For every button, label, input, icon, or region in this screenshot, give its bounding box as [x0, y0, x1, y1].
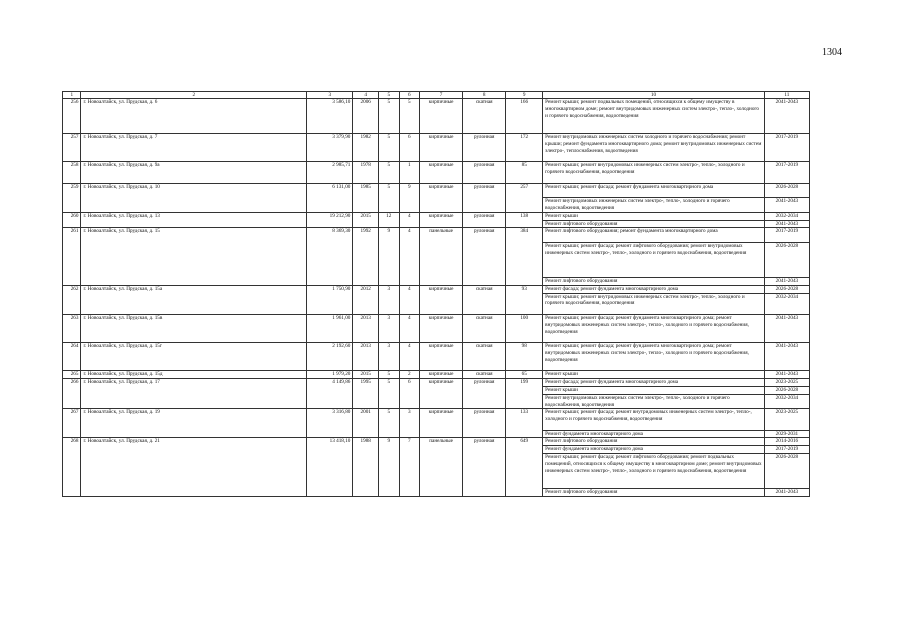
repair-works: Ремонт лифтового оборудования	[543, 438, 765, 446]
roof-type: рулонная	[463, 212, 506, 228]
column-header: 9	[506, 92, 543, 99]
build-year: 2015	[353, 212, 379, 228]
table-row	[63, 314, 810, 342]
table-body	[63, 99, 810, 497]
floors-count: 5	[379, 371, 400, 379]
floors-count: 5	[379, 183, 400, 212]
floors-count: 5	[379, 409, 400, 438]
repair-period: 2041-2043	[764, 343, 809, 371]
capital-repair-table-wrapper	[62, 91, 810, 497]
wall-material: кирпичные	[420, 134, 463, 162]
entrances-count: 9	[399, 183, 420, 212]
building-address: г. Новоалтайск, ул. Прудская, д. 15в	[81, 314, 307, 342]
table-row	[63, 183, 810, 198]
entrances-count: 7	[399, 438, 420, 496]
floors-count: 9	[379, 228, 400, 285]
repair-period: 2023-2025	[764, 409, 809, 430]
repair-works: Ремонт крыши; ремонт фасада; ремонт лифтового оборудования; ремонт внутридомовых инженерных систем электро-, тепло-, холодного и горячего водоснабжения, водоотведения	[543, 242, 765, 277]
building-address: г. Новоалтайск, ул. Прудская, д. 15г	[81, 343, 307, 371]
table-row	[63, 371, 810, 379]
total-area: 2 192,60	[307, 343, 353, 371]
repair-period: 2026-2028	[764, 454, 809, 489]
roof-type: рулонная	[463, 183, 506, 212]
residents-count: 138	[506, 212, 543, 228]
repair-period: 2026-2028	[764, 183, 809, 198]
table-row	[63, 212, 810, 220]
repair-period: 2023-2025	[764, 379, 809, 387]
repair-period: 2041-2043	[764, 277, 809, 285]
entrances-count: 3	[399, 409, 420, 438]
residents-count: 257	[506, 183, 543, 212]
repair-works: Ремонт фундамента многоквартирного дома	[543, 446, 765, 454]
entrances-count: 4	[399, 228, 420, 285]
row-number: 256	[63, 99, 81, 134]
table-row	[63, 379, 810, 387]
wall-material: кирпичные	[420, 371, 463, 379]
repair-period: 2026-2028	[764, 386, 809, 394]
repair-works: Ремонт крыши; ремонт фасада; ремонт лифтового оборудования; ремонт подвальных помещений, относящихся к общему имуществу в многоквартирном доме; ремонт внутридомовых инженерных систем электро-, тепло-, холодного и горячего водоснабжения, водоотведения	[543, 454, 765, 489]
repair-works: Ремонт крыши; ремонт внутридомовых инженерных систем электро-, тепло-, холодного и горячего водоснабжения, водоотведения	[543, 293, 765, 314]
residents-count: 133	[506, 409, 543, 438]
row-number: 261	[63, 228, 81, 285]
build-year: 2006	[353, 99, 379, 134]
column-header: 11	[764, 92, 809, 99]
roof-type: рулонная	[463, 379, 506, 409]
total-area: 8 369,30	[307, 228, 353, 285]
build-year: 2013	[353, 314, 379, 342]
total-area: 3 379,90	[307, 134, 353, 162]
residents-count: 199	[506, 379, 543, 409]
table-row	[63, 134, 810, 162]
row-number: 266	[63, 379, 81, 409]
column-header: 1	[63, 92, 81, 99]
repair-works: Ремонт фундамента многоквартирного дома	[543, 430, 765, 438]
roof-type: скатная	[463, 371, 506, 379]
repair-works: Ремонт внутридомовых инженерных систем электро-, тепло-, холодного и горячего водоснабжения, водоотведения	[543, 198, 765, 213]
row-number: 267	[63, 409, 81, 438]
residents-count: 65	[506, 371, 543, 379]
repair-period: 2017-2019	[764, 162, 809, 183]
repair-period: 2032-2034	[764, 293, 809, 314]
wall-material: кирпичные	[420, 379, 463, 409]
floors-count: 5	[379, 99, 400, 134]
table-row	[63, 285, 810, 293]
table-row	[63, 99, 810, 134]
row-number: 259	[63, 183, 81, 212]
building-address: г. Новоалтайск, ул. Прудская, д. 21	[81, 438, 307, 496]
row-number: 260	[63, 212, 81, 228]
repair-works: Ремонт крыши	[543, 212, 765, 220]
entrances-count: 4	[399, 212, 420, 228]
residents-count: 384	[506, 228, 543, 285]
repair-works: Ремонт лифтового оборудования; ремонт фундамента многоквартирного дома	[543, 228, 765, 243]
row-number: 257	[63, 134, 81, 162]
column-number-row	[63, 92, 810, 99]
total-area: 2 985,71	[307, 162, 353, 183]
roof-type: рулонная	[463, 228, 506, 285]
repair-works: Ремонт крыши; ремонт фасада; ремонт внутридомовых инженерных систем электро-, тепло-, холодного и горячего водоснабжения, водоотведения	[543, 409, 765, 430]
wall-material: кирпичные	[420, 183, 463, 212]
build-year: 2013	[353, 343, 379, 371]
table-row	[63, 228, 810, 243]
entrances-count: 4	[399, 314, 420, 342]
entrances-count: 4	[399, 285, 420, 314]
column-header: 10	[543, 92, 765, 99]
floors-count: 5	[379, 379, 400, 409]
total-area: 1 961,00	[307, 314, 353, 342]
roof-type: рулонная	[463, 162, 506, 183]
capital-repair-table	[62, 91, 810, 497]
building-address: г. Новоалтайск, ул. Прудская, д. 10	[81, 183, 307, 212]
column-header: 4	[353, 92, 379, 99]
entrances-count: 6	[399, 134, 420, 162]
floors-count: 5	[379, 134, 400, 162]
column-header: 3	[307, 92, 353, 99]
building-address: г. Новоалтайск, ул. Прудская, д. 19	[81, 409, 307, 438]
repair-works: Ремонт крыши; ремонт фасада; ремонт фундамента многоквартирного дома; ремонт внутридомовых инженерных систем электро-, тепло-, холодного и горячего водоснабжения, водоотведения	[543, 343, 765, 371]
entrances-count: 2	[399, 371, 420, 379]
table-row	[63, 162, 810, 183]
wall-material: кирпичные	[420, 314, 463, 342]
repair-period: 2026-2028	[764, 242, 809, 277]
total-area: 1 750,90	[307, 285, 353, 314]
repair-works: Ремонт лифтового оборудования	[543, 489, 765, 497]
building-address: г. Новоалтайск, ул. Прудская, д. 7	[81, 134, 307, 162]
repair-works: Ремонт фасада; ремонт фундамента многоквартирного дома	[543, 285, 765, 293]
building-address: г. Новоалтайск, ул. Прудская, д. 17	[81, 379, 307, 409]
entrances-count: 6	[399, 379, 420, 409]
building-address: г. Новоалтайск, ул. Прудская, д. 15д	[81, 371, 307, 379]
building-address: г. Новоалтайск, ул. Прудская, д. 6	[81, 99, 307, 134]
repair-works: Ремонт крыши; ремонт фасада; ремонт фундамента многоквартирного дома	[543, 183, 765, 198]
total-area: 13 418,10	[307, 438, 353, 496]
floors-count: 3	[379, 285, 400, 314]
total-area: 4 149,86	[307, 379, 353, 409]
building-address: г. Новоалтайск, ул. Прудская, д. 9а	[81, 162, 307, 183]
roof-type: скатная	[463, 314, 506, 342]
floors-count: 3	[379, 343, 400, 371]
roof-type: скатная	[463, 285, 506, 314]
roof-type: рулонная	[463, 134, 506, 162]
total-area: 1 979,20	[307, 371, 353, 379]
floors-count: 5	[379, 162, 400, 183]
building-address: г. Новоалтайск, ул. Прудская, д. 15а	[81, 285, 307, 314]
entrances-count: 4	[399, 343, 420, 371]
wall-material: панельные	[420, 228, 463, 285]
floors-count: 12	[379, 212, 400, 228]
repair-works: Ремонт крыши; ремонт внутридомовых инженерных систем электро-, тепло-, холодного и горячего водоснабжения, водоотведения	[543, 162, 765, 183]
repair-period: 2026-2028	[764, 285, 809, 293]
repair-period: 2041-2043	[764, 99, 809, 134]
total-area: 19 212,90	[307, 212, 353, 228]
repair-works: Ремонт внутридомовых инженерных систем холодного и горячего водоснабжения; ремонт крыши; ремонт фундамента многоквартирного дома; ремонт внутридомовых инженерных систем электро-, теплоснабжения, водоотведения	[543, 134, 765, 162]
wall-material: кирпичные	[420, 99, 463, 134]
repair-works: Ремонт лифтового оборудования	[543, 220, 765, 228]
building-address: г. Новоалтайск, ул. Прудская, д. 15	[81, 228, 307, 285]
repair-works: Ремонт лифтового оборудования	[543, 277, 765, 285]
repair-works: Ремонт крыши; ремонт подвальных помещений, относящихся к общему имуществу в многоквартирном доме; ремонт внутридомовых инженерных систем электро-, тепло-, холодного и горячего водоснабжения, водоотведения	[543, 99, 765, 134]
repair-period: 2041-2043	[764, 314, 809, 342]
row-number: 264	[63, 343, 81, 371]
repair-works: Ремонт фасада; ремонт фундамента многоквартирного дома	[543, 379, 765, 387]
build-year: 2015	[353, 371, 379, 379]
repair-period: 2017-2019	[764, 134, 809, 162]
entrances-count: 5	[399, 99, 420, 134]
repair-period: 2029-2031	[764, 430, 809, 438]
row-number: 262	[63, 285, 81, 314]
wall-material: кирпичные	[420, 409, 463, 438]
residents-count: 98	[506, 343, 543, 371]
build-year: 1995	[353, 379, 379, 409]
total-area: 3 586,10	[307, 99, 353, 134]
residents-count: 172	[506, 134, 543, 162]
column-header: 7	[420, 92, 463, 99]
row-number: 258	[63, 162, 81, 183]
build-year: 1978	[353, 162, 379, 183]
repair-period: 2032-2034	[764, 212, 809, 220]
total-area: 6 131,00	[307, 183, 353, 212]
build-year: 1985	[353, 183, 379, 212]
column-header: 6	[399, 92, 420, 99]
repair-period: 2032-2034	[764, 394, 809, 409]
total-area: 3 316,80	[307, 409, 353, 438]
repair-period: 2017-2019	[764, 228, 809, 243]
repair-works: Ремонт крыши	[543, 386, 765, 394]
table-row	[63, 343, 810, 371]
roof-type: рулонная	[463, 438, 506, 496]
roof-type: скатная	[463, 343, 506, 371]
wall-material: панельные	[420, 438, 463, 496]
repair-period: 2017-2019	[764, 446, 809, 454]
row-number: 265	[63, 371, 81, 379]
build-year: 1982	[353, 134, 379, 162]
build-year: 2001	[353, 409, 379, 438]
floors-count: 9	[379, 438, 400, 496]
repair-period: 2041-2043	[764, 198, 809, 213]
repair-period: 2041-2043	[764, 489, 809, 497]
build-year: 1992	[353, 228, 379, 285]
repair-period: 2041-2043	[764, 220, 809, 228]
entrances-count: 1	[399, 162, 420, 183]
row-number: 263	[63, 314, 81, 342]
repair-period: 2014-2016	[764, 438, 809, 446]
residents-count: 649	[506, 438, 543, 496]
column-header: 8	[463, 92, 506, 99]
residents-count: 85	[506, 162, 543, 183]
floors-count: 3	[379, 314, 400, 342]
column-header: 2	[81, 92, 307, 99]
table-row	[63, 438, 810, 446]
page-number: 1304	[822, 47, 842, 58]
roof-type: скатная	[463, 99, 506, 134]
repair-works: Ремонт крыши	[543, 371, 765, 379]
repair-works: Ремонт крыши; ремонт фасада; ремонт фундамента многоквартирного дома; ремонт внутридомовых инженерных систем электро-, тепло-, холодного и горячего водоснабжения, водоотведения	[543, 314, 765, 342]
row-number: 268	[63, 438, 81, 496]
residents-count: 166	[506, 99, 543, 134]
roof-type: рулонная	[463, 409, 506, 438]
wall-material: кирпичные	[420, 162, 463, 183]
repair-period: 2041-2043	[764, 371, 809, 379]
repair-works: Ремонт внутридомовых инженерных систем электро-, тепло-, холодного и горячего водоснабжения, водоотведения	[543, 394, 765, 409]
residents-count: 100	[506, 314, 543, 342]
table-row	[63, 409, 810, 430]
wall-material: кирпичные	[420, 212, 463, 228]
build-year: 2012	[353, 285, 379, 314]
column-header: 5	[379, 92, 400, 99]
building-address: г. Новоалтайск, ул. Прудская, д. 13	[81, 212, 307, 228]
wall-material: кирпичные	[420, 285, 463, 314]
build-year: 1988	[353, 438, 379, 496]
residents-count: 93	[506, 285, 543, 314]
wall-material: кирпичные	[420, 343, 463, 371]
